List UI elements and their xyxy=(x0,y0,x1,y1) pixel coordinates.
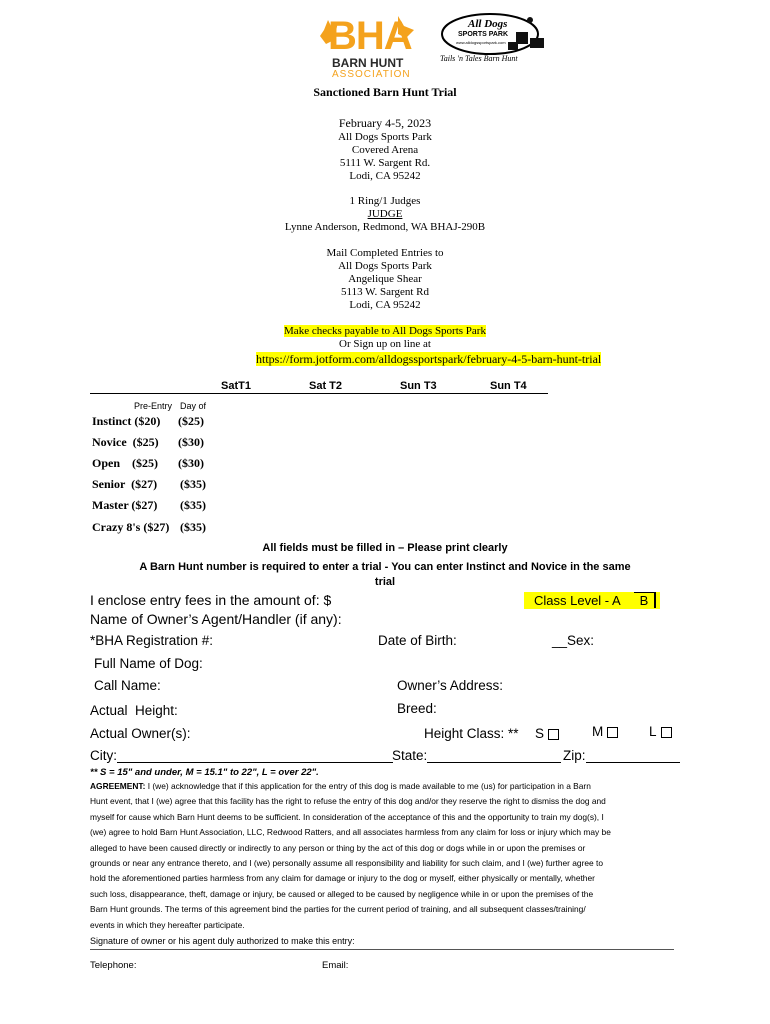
height-class-m-label: M xyxy=(592,724,604,739)
class-row xyxy=(92,414,204,429)
signature-field[interactable] xyxy=(90,936,674,950)
judge-heading: JUDGE xyxy=(367,208,403,220)
venue-line: Covered Arena xyxy=(351,144,419,156)
judge-block xyxy=(0,195,770,234)
judge-name: Lynne Anderson, Redmond, WA BHAJ-290B xyxy=(284,221,486,233)
bha-letters: BHA xyxy=(328,14,412,58)
agreement-label: AGREEMENT: xyxy=(90,781,146,791)
owners-field[interactable] xyxy=(90,726,191,741)
notice-line1: A Barn Hunt number is required to enter a trial - You can enter Instinct and Novice in the same xyxy=(139,561,631,573)
state-label: State: xyxy=(392,748,428,763)
breed-label: Breed: xyxy=(397,701,437,716)
class-level-label: Class Level - A xyxy=(534,593,620,608)
notice-line2: trial xyxy=(374,576,396,588)
height-field[interactable] xyxy=(90,703,178,718)
signature-label: Signature of owner or his agent duly authorized to make this entry: xyxy=(90,936,355,946)
sex-field[interactable] xyxy=(552,633,594,648)
agreement-line: such loss, disappearance, theft, damage or injury, be caused or alleged to be caused by negligence while in or upon the premises of the xyxy=(90,888,594,899)
city-field[interactable] xyxy=(90,748,393,763)
agreement-line-text: I (we) acknowledge that if this application for the entry of this dog is made available to me (us) for participation in a Barn xyxy=(145,781,591,791)
class-dayof: ($30) xyxy=(178,456,204,470)
mail-line: Mail Completed Entries to xyxy=(326,247,444,259)
trial-column: Sun T3 xyxy=(400,380,437,392)
city-label: City: xyxy=(90,748,117,763)
mail-line: All Dogs Sports Park xyxy=(338,260,432,272)
mail-line: Lodi, CA 95242 xyxy=(349,299,421,311)
class-dayof: ($35) xyxy=(180,477,206,491)
owners-label: Actual Owner(s): xyxy=(90,726,191,741)
handler-field[interactable] xyxy=(90,611,342,627)
checkbox-icon[interactable] xyxy=(607,727,618,738)
class-label: Master ($27) xyxy=(92,498,158,512)
height-class-field xyxy=(424,726,519,741)
agreement-line: hold the aforementioned parties harmless from any claim for damage or injury to the dog or myself, either physically or mentally, whether xyxy=(90,873,595,884)
class-label: Open ($25) xyxy=(92,456,158,470)
mail-block xyxy=(0,247,770,312)
checks-payable: Make checks payable to All Dogs Sports Park xyxy=(284,325,486,337)
trial-columns-rule xyxy=(90,393,548,394)
venue-line: All Dogs Sports Park xyxy=(338,131,432,143)
bha-line2: ASSOCIATION xyxy=(332,69,411,80)
class-level-field[interactable] xyxy=(524,592,660,609)
handler-label: Name of Owner’s Agent/Handler (if any): xyxy=(90,611,342,627)
mail-line: 5113 W. Sargent Rd xyxy=(340,286,429,298)
height-label: Actual Height: xyxy=(90,703,178,718)
class-label: Instinct ($20) xyxy=(92,414,161,428)
height-class-m[interactable] xyxy=(592,724,618,739)
bha-line1: BARN HUNT xyxy=(332,56,404,70)
class-dayof: ($35) xyxy=(180,520,206,534)
height-class-l[interactable] xyxy=(649,724,672,739)
checkbox-icon[interactable] xyxy=(661,727,672,738)
agreement-line xyxy=(90,779,672,794)
telephone-field[interactable] xyxy=(90,960,136,971)
notice-fields: All fields must be filled in – Please print clearly xyxy=(262,542,508,554)
class-dayof: ($30) xyxy=(178,435,204,449)
class-row xyxy=(92,498,206,513)
signup-text: Or Sign up on line at xyxy=(339,338,431,350)
agreement-line: events in which they hereafter participate. xyxy=(90,919,245,930)
allsports-url: www.alldogssportspark.com xyxy=(456,40,506,45)
height-note: ** S = 15" and under, M = 15.1" to 22", L = over 22". xyxy=(90,767,319,778)
class-label: Crazy 8's ($27) xyxy=(92,520,170,534)
dog-name-label: Full Name of Dog: xyxy=(94,656,203,671)
sex-label: __Sex: xyxy=(552,633,595,648)
allsports-tagline: Tails 'n Tales Barn Hunt xyxy=(440,54,518,63)
allsports-title: All Dogs xyxy=(468,18,508,30)
zip-field[interactable] xyxy=(563,748,680,763)
registration-field[interactable] xyxy=(90,633,213,648)
page-title: Sanctioned Barn Hunt Trial xyxy=(313,85,457,99)
dog-name-field[interactable] xyxy=(94,656,203,671)
agreement-line: alleged to have been caused directly or indirectly to any person or thing by the act of this dog or dogs while in or upon the premises or xyxy=(90,842,586,853)
agreement-line: Barn Hunt grounds. The terms of this agreement bind the parties for the current period of training, and all subsequent classes/training/ xyxy=(90,904,586,915)
call-name-field[interactable] xyxy=(94,678,161,693)
rings: 1 Ring/1 Judges xyxy=(349,195,421,207)
class-dayof: ($25) xyxy=(178,414,204,428)
breed-field[interactable] xyxy=(397,701,437,716)
height-class-s-label: S xyxy=(535,726,545,741)
registration-label: *BHA Registration #: xyxy=(90,633,214,648)
trial-column: Sat T2 xyxy=(309,380,343,392)
signup-url-text[interactable]: https://form.jotform.com/alldogssportspark/february-4-5-barn-hunt-trial xyxy=(256,352,602,366)
agreement-line: Hunt event, that I (we) agree that this facility has the right to refuse the entry of this dog and/or they reserve the right to dismiss the dog and xyxy=(90,796,606,807)
owner-address-label: Owner’s Address: xyxy=(397,678,504,693)
email-field[interactable] xyxy=(322,960,348,971)
allsports-logo xyxy=(438,12,550,68)
entry-fees-label: I enclose entry fees in the amount of: $ xyxy=(90,592,332,608)
city-input[interactable] xyxy=(117,748,393,763)
dob-label: Date of Birth: xyxy=(378,633,457,648)
zip-label: Zip: xyxy=(563,748,586,763)
signup-url[interactable] xyxy=(256,352,601,367)
owner-address-field[interactable] xyxy=(397,678,503,693)
height-class-s[interactable] xyxy=(535,726,559,741)
agreement-line: myself for cause which Barn Hunt deems to be sufficient. In consideration of the acceptance of this and the opportunity to train my dog(s), I xyxy=(90,811,604,822)
class-label: Novice ($25) xyxy=(92,435,159,449)
day-of-header: Day of xyxy=(180,401,207,411)
class-label: Senior ($27) xyxy=(92,477,158,491)
height-class-label: Height Class: ** xyxy=(424,726,519,741)
trial-column: SatT1 xyxy=(221,380,251,392)
mail-line: Angelique Shear xyxy=(348,273,422,285)
agreement-text xyxy=(90,779,672,933)
state-field[interactable] xyxy=(392,748,561,763)
agreement-line: (we) agree to hold Barn Hunt Association, LLC, Redwood Ratters, and all associates harmless from any claim for loss or injury which may be xyxy=(90,827,611,838)
venue-line: Lodi, CA 95242 xyxy=(349,170,421,182)
class-row xyxy=(92,477,206,492)
call-name-label: Call Name: xyxy=(94,678,161,693)
entry-fees-field[interactable] xyxy=(90,592,331,608)
trial-date: February 4-5, 2023 xyxy=(338,116,432,130)
height-class-l-label: L xyxy=(649,724,657,739)
email-label: Email: xyxy=(322,960,349,971)
checkbox-icon[interactable] xyxy=(548,729,559,740)
zip-input[interactable] xyxy=(586,748,680,763)
class-dayof: ($35) xyxy=(180,498,206,512)
dob-field[interactable] xyxy=(378,633,457,648)
state-input[interactable] xyxy=(427,748,561,763)
telephone-label: Telephone: xyxy=(90,960,137,971)
class-level-b: B xyxy=(634,592,657,608)
agreement-line: grounds or near any entrance thereto, and I (we) personally assume all responsibility and liability for such claim, and I (we) further agree to xyxy=(90,858,603,869)
pre-entry-header: Pre-Entry xyxy=(134,401,173,411)
class-row xyxy=(92,520,206,535)
bha-logo xyxy=(318,12,418,82)
venue xyxy=(0,131,770,183)
venue-line: 5111 W. Sargent Rd. xyxy=(339,157,431,169)
trial-column: Sun T4 xyxy=(490,380,527,392)
class-row xyxy=(92,435,204,450)
checks-block xyxy=(0,325,770,351)
allsports-subtitle: SPORTS PARK xyxy=(458,31,509,38)
class-row xyxy=(92,456,204,471)
